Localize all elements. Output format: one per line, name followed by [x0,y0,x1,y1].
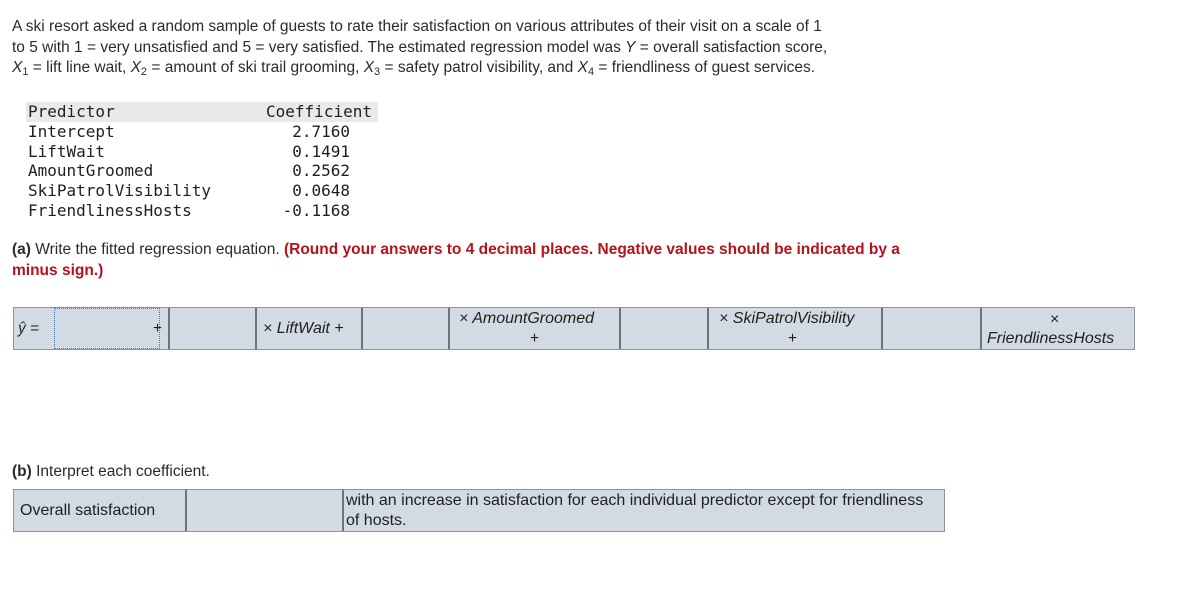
header-coefficient: Coefficient [258,102,378,122]
interpretation-text: with an increase in satisfaction for each individual predictor except for friendliness of hosts. [346,492,924,529]
friendliness-coef-input[interactable] [881,308,982,349]
table-row [26,122,378,142]
liftwait-coef-input[interactable] [168,308,257,349]
part-a-instruction: (Round your answers to 4 decimal places. Negative values should be indicated by a minus sign.) [12,241,900,279]
predictor-cell: FriendlinessHosts [26,201,258,221]
table-row [26,161,378,181]
plus-sign: + [788,330,798,347]
yhat-label: ŷ = [18,320,40,337]
liftwait-term-label: × LiftWait + [263,320,344,337]
interpretation-select[interactable] [185,490,344,531]
coefficient-cell: -0.1168 [258,201,378,221]
coefficient-cell: 0.2562 [258,161,378,181]
table-header-row [26,102,378,122]
table-row [26,142,378,162]
table-row [26,201,378,221]
predictor-cell: SkiPatrolVisibility [26,181,258,201]
part-a-prompt [12,240,912,281]
part-b-prompt [12,462,210,482]
intercept-input[interactable] [54,308,163,349]
coefficient-cell: 2.7160 [258,122,378,142]
header-predictor: Predictor [26,102,258,122]
times-sign: × [1050,311,1060,328]
intro-line-2: to 5 with 1 = very unsatisfied and 5 = very satisfied. The estimated regression model was Y = overall satisfaction score, [12,38,828,56]
amountgroomed-term-label: × AmountGroomed [459,310,595,327]
predictor-cell: LiftWait [26,142,258,162]
part-a-label: (a) [12,241,31,258]
intro-line-3: $X_1$ = lift line wait, $X_2$ = amount of ski trail grooming, $X_3$ = safety patrol visibility, and $X_4$ = friendliness of guest services. [12,59,816,78]
amountgroomed-coef-input[interactable] [361,308,450,349]
coefficient-cell: 0.1491 [258,142,378,162]
plus-sign: + [530,330,540,347]
friendliness-term-label: FriendlinessHosts [987,330,1115,347]
table-row [26,181,378,201]
y-symbol: Y [625,38,636,56]
plus-sign: + [153,320,163,337]
coefficient-table [26,102,378,221]
part-b-label: (b) [12,463,32,480]
regression-equation-row [13,307,1135,350]
interpretation-label: Overall satisfaction [20,502,156,519]
part-b-text: Interpret each coefficient. [31,463,210,480]
interpretation-row [13,489,945,532]
part-a-text: Write the fitted regression equation. [30,241,284,258]
intro-line-1: A ski resort asked a random sample of guests to rate their satisfaction on various attributes of their visit on a scale of 1 [12,18,822,35]
predictor-cell: Intercept [26,122,258,142]
coefficient-cell: 0.0648 [258,181,378,201]
skipatrol-term-label: × SkiPatrolVisibility [719,310,855,327]
predictor-cell: AmountGroomed [26,161,258,181]
skipatrol-coef-input[interactable] [619,308,709,349]
problem-intro [12,17,1132,79]
